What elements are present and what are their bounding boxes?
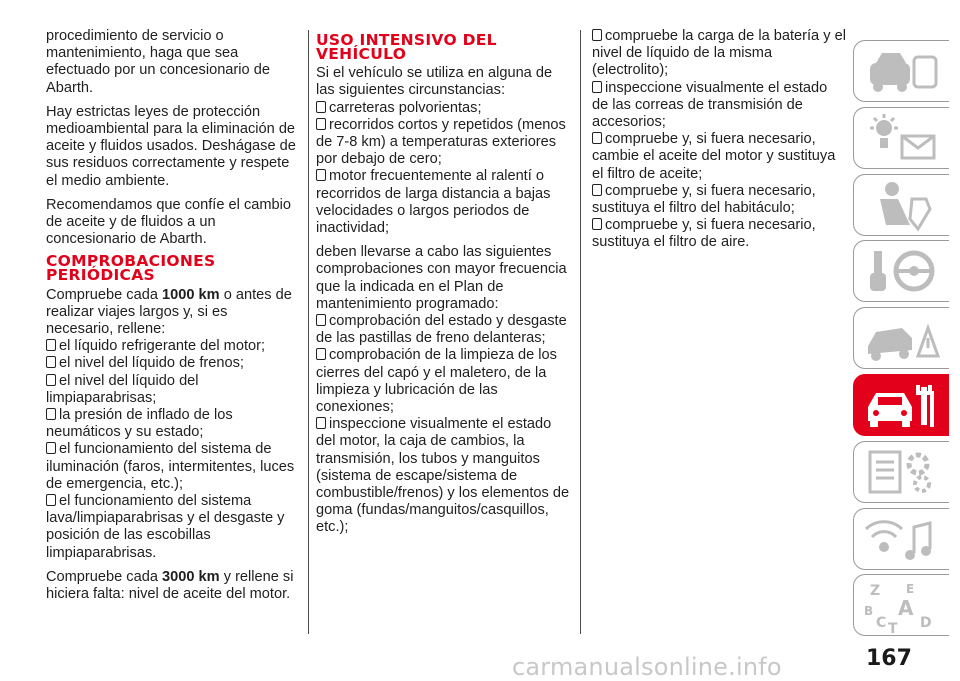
list-item: inspeccione visualmente el estado de las correas de transmisión de accesorios;: [592, 79, 828, 131]
checkbox-bullet-icon: [592, 81, 602, 93]
tab-safety[interactable]: [853, 174, 949, 236]
checkbox-bullet-icon: [46, 374, 56, 386]
distance-value: 1000 km: [162, 286, 220, 303]
tab-starting-driving[interactable]: [853, 240, 949, 302]
text-column-1: [46, 28, 298, 610]
tab-maintenance[interactable]: [853, 374, 949, 436]
list-item: compruebe y, si fuera necesario, sustituya el filtro de aire.: [592, 217, 816, 251]
key-steering-wheel-icon: [862, 245, 942, 299]
svg-text:B: B: [864, 604, 874, 619]
paragraph: Si el vehículo se utiliza en alguna de las siguientes circunstancias:: [316, 65, 553, 99]
svg-text:Z: Z: [870, 583, 881, 600]
paragraph: Recomendamos que confíe el cambio de aceite y de fluidos a un concesionario de Abarth.: [46, 196, 291, 248]
list-item: la presión de inflado de los neumáticos y su estado;: [46, 407, 233, 441]
paragraph: Hay estrictas leyes de protección medioambiental para la eliminación de aceite y fluidos usados. Deshágase de sus residuos correctamente y respete el medio ambiente.: [46, 103, 296, 189]
tab-dashboard[interactable]: [853, 40, 949, 102]
technical-data-gear-icon: [862, 446, 942, 500]
svg-text:D: D: [920, 615, 932, 632]
list-item: carreteras polvorientas;: [316, 100, 574, 117]
section-heading-intensive-use: USO INTENSIVO DEL VEHÍCULO: [316, 31, 497, 63]
intro-paragraph: Compruebe cada 1000 km o antes de realizar viajes largos y, si es necesario, rellene:: [46, 286, 292, 338]
checkbox-bullet-icon: [316, 417, 326, 429]
svg-text:C: C: [876, 615, 887, 632]
svg-text:A: A: [898, 596, 914, 621]
checkbox-bullet-icon: [46, 494, 56, 506]
list-item: el nivel del líquido de frenos;: [46, 355, 298, 372]
list-item: el funcionamiento del sistema de iluminación (faros, intermitentes, luces de emergencia, etc.);: [46, 441, 295, 492]
list-item: el líquido refrigerante del motor;: [46, 338, 298, 355]
paragraph: procedimiento de servicio o mantenimiento, haga que sea efectuado por un concesionario de Abarth.: [46, 28, 270, 96]
list-item: el funcionamiento del sistema lava/limpiaparabrisas y el desgaste y posición de las escobillas limpiaparabrisas.: [46, 493, 285, 561]
column-divider: [308, 30, 309, 634]
final-paragraph: Compruebe cada 3000 km y rellene si hiciera falta: nivel de aceite del motor.: [46, 568, 294, 603]
list-item: inspeccione visualmente el estado del motor, la caja de cambios, la transmisión, los tubos y manguitos (sistema de escape/sistema de combustible/frenos) y los elementos de goma (fundas/manguitos/casquillos, etc.);: [316, 416, 570, 536]
checkbox-bullet-icon: [46, 442, 56, 454]
svg-text:T: T: [888, 621, 898, 634]
checkbox-bullet-icon: [316, 101, 326, 113]
list-item: comprobación de la limpieza de los cierres del capó y el maletero, de la limpieza y lubricación de las conexiones;: [316, 347, 557, 416]
checkbox-bullet-icon: [316, 314, 326, 326]
checkbox-bullet-icon: [46, 339, 56, 351]
list-item: compruebe la carga de la batería y el nivel de líquido de la misma (electrolito);: [592, 28, 846, 79]
list-item: recorridos cortos y repetidos (menos de 7-8 km) a temperaturas exteriores por debajo de cero;: [316, 116, 566, 168]
watermark: carmanualsonline.info: [512, 653, 782, 681]
checkbox-bullet-icon: [592, 132, 602, 144]
text-column-3: [592, 28, 846, 252]
section-heading-periodic-checks: COMPROBACIONES PERIÓDICAS: [46, 252, 216, 285]
checkbox-bullet-icon: [316, 169, 326, 181]
tab-emergency[interactable]: [853, 307, 949, 369]
column-divider: [580, 30, 581, 634]
list-item: comprobación del estado y desgaste de las pastillas de freno delanteras;: [316, 313, 567, 347]
tab-technical-data[interactable]: [853, 441, 949, 503]
page-number: 167: [866, 646, 912, 671]
alphabetical-index-icon: [862, 579, 942, 633]
distance-value: 3000 km: [162, 568, 220, 585]
svg-text:E: E: [906, 582, 915, 597]
list-item: compruebe y, si fuera necesario, sustituya el filtro del habitáculo;: [592, 182, 816, 217]
checkbox-bullet-icon: [592, 184, 602, 196]
paragraph: deben llevarse a cabo las siguientes comprobaciones con mayor frecuencia que la indicada en el Plan de mantenimiento programado:: [316, 244, 567, 312]
tab-warning-lights[interactable]: [853, 107, 949, 169]
checkbox-bullet-icon: [316, 348, 326, 360]
checkbox-bullet-icon: [592, 218, 602, 230]
multimedia-icon: [862, 513, 942, 567]
list-item: el nivel del líquido del limpiaparabrisas;: [46, 372, 199, 406]
warning-lights-icon: [862, 112, 942, 166]
checkbox-bullet-icon: [46, 408, 56, 420]
checkbox-bullet-icon: [592, 29, 602, 41]
checkbox-bullet-icon: [46, 356, 56, 368]
tab-index[interactable]: [853, 574, 949, 636]
text-column-2: [316, 28, 574, 537]
car-wrench-maintenance-icon: [862, 379, 942, 433]
car-dashboard-icon: [862, 45, 942, 99]
checkbox-bullet-icon: [316, 118, 326, 130]
seat-safety-icon: [862, 179, 942, 233]
list-item: motor frecuentemente al ralentí o recorridos de larga distancia a bajas velocidades o largos periodos de inactividad;: [316, 168, 551, 237]
list-item: compruebe y, si fuera necesario, cambie el aceite del motor y sustituya el filtro de aceite;: [592, 131, 836, 182]
chapter-tabs: [853, 40, 953, 641]
tab-multimedia[interactable]: [853, 508, 949, 570]
car-emergency-icon: [862, 312, 942, 366]
